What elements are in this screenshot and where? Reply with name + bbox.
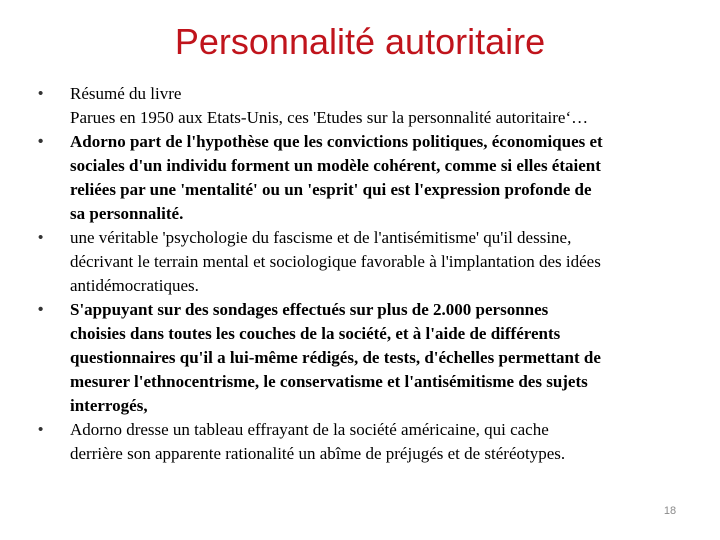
bullet-line: reliées par une 'mentalité' ou un 'esprit' qui est l'expression profonde de [70,180,592,199]
bullet-line: sociales d'un individu forment un modèle cohérent, comme si elles étaient [70,156,601,175]
page-number: 18 [663,505,677,517]
slide-title: Personnalité autoritaire [174,21,546,62]
bullet-line: Parues en 1950 aux Etats-Unis, ces 'Etudes sur la personnalité autoritaire‘… [70,108,589,127]
bullet-marker: • [38,133,44,150]
bullet-line: une véritable 'psychologie du fascisme et de l'antisémitisme' qu'il dessine, [70,228,572,247]
bullet-line: décrivant le terrain mental et sociologique favorable à l'implantation des idées [70,252,601,271]
bullet-marker: • [38,421,44,438]
bullet-marker: • [38,85,44,102]
bullet-item-hypothesis [38,130,702,226]
bullet-marker: • [38,301,44,318]
bullet-item-surveys [38,298,702,418]
bullet-line: derrière son apparente rationalité un abîme de préjugés et de stéréotypes. [70,444,566,463]
bullet-line: sa personnalité. [70,204,184,223]
bullet-line: Adorno dresse un tableau effrayant de la société américaine, qui cache [70,420,549,439]
bullet-line: questionnaires qu'il a lui-même rédigés, de tests, d'échelles permettant de [70,348,601,367]
bullet-list [38,82,702,466]
bullet-line: Adorno part de l'hypothèse que les convictions politiques, économiques et [70,132,603,151]
bullet-line: S'appuyant sur des sondages effectués sur plus de 2.000 personnes [70,300,549,319]
bullet-marker: • [38,229,44,246]
bullet-line: choisies dans toutes les couches de la société, et à l'aide de différents [70,324,561,343]
bullet-line: mesurer l'ethnocentrisme, le conservatisme et l'antisémitisme des sujets [70,372,588,391]
bullet-line: antidémocratiques. [70,276,199,295]
bullet-item-conclusion [38,418,702,466]
bullet-item-summary [38,82,702,130]
bullet-line: interrogés, [70,396,148,415]
bullet-line: Résumé du livre [70,84,182,103]
bullet-item-psychology [38,226,702,298]
